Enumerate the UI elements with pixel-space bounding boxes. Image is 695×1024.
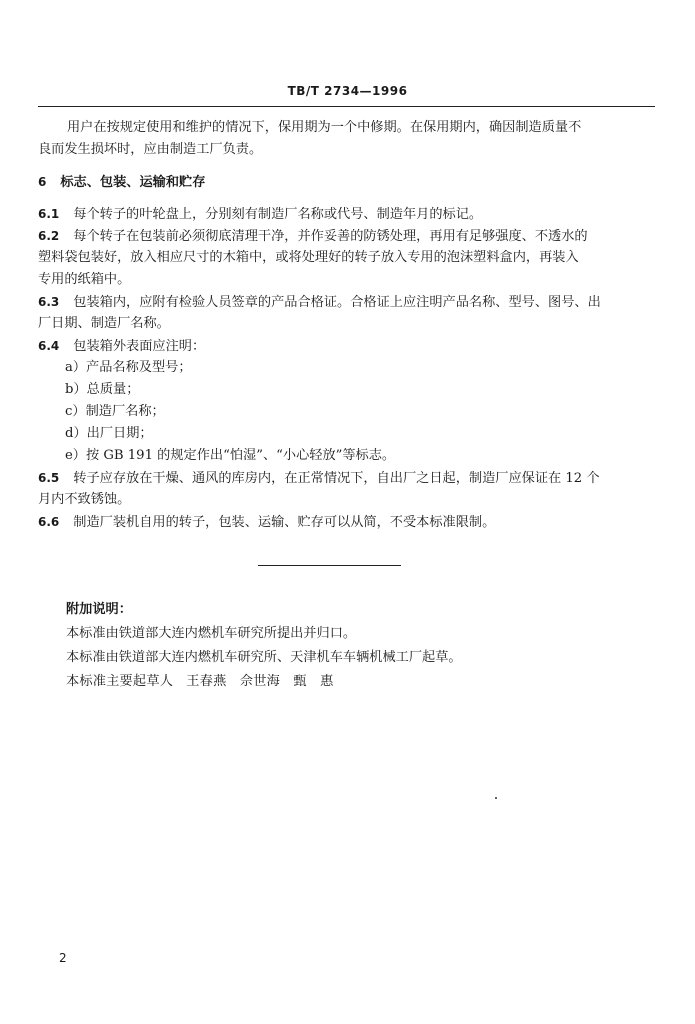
- body-text: [38, 117, 618, 533]
- clause-number: 6.5: [38, 471, 60, 485]
- appendix-line: 本标准由铁道部大连内燃机车研究所提出并归口。: [66, 626, 357, 641]
- header-rule: [38, 106, 655, 107]
- drafters-label: 本标准主要起草人: [66, 674, 174, 689]
- clause-number: 6.2: [38, 229, 60, 243]
- clause-text: 制造厂装机自用的转子，包装、运输、贮存可以从简，不受本标准限制。: [73, 515, 496, 530]
- clause-number: 6.6: [38, 515, 60, 529]
- clause-number: 6.3: [38, 295, 60, 309]
- list-item: e）按 GB 191 的规定作出“怕湿”、“小心轻放”等标志。: [65, 448, 396, 463]
- clause-text: 每个转子在包装前必须彻底清理干净，并作妥善的防锈处理，再用有足够强度、不透水的: [73, 229, 588, 244]
- clause-6-1: [38, 203, 618, 225]
- clause-6-5: [38, 467, 618, 489]
- clause-text-continued: 塑料袋包装好，放入相应尺寸的木箱中，或将处理好的转子放入专用的泡沫塑料盒内，再装入: [38, 250, 579, 265]
- scan-speck: [495, 797, 497, 799]
- list-item: c）制造厂名称；: [65, 404, 165, 419]
- clause-number: 6.1: [38, 207, 60, 221]
- clause-number: 6.4: [38, 339, 60, 353]
- section-number: 6: [38, 175, 47, 189]
- warranty-paragraph-line: 良而发生损坏时，应由制造工厂负责。: [38, 142, 263, 157]
- clause-6-6: [38, 511, 618, 533]
- list-item: d）出厂日期；: [65, 426, 153, 441]
- section-6-heading: [38, 171, 618, 193]
- clause-6-4: [38, 335, 618, 357]
- page-number: 2: [59, 951, 67, 965]
- clause-6-3: [38, 291, 618, 313]
- clause-text-continued: 月内不致锈蚀。: [38, 492, 131, 507]
- clause-text: 包装箱内，应附有检验人员签章的产品合格证。合格证上应注明产品名称、型号、图号、出: [73, 295, 601, 310]
- clause-text: 转子应存放在干燥、通风的库房内，在正常情况下，自出厂之日起，制造厂应保证在 12 个: [73, 471, 600, 486]
- drafters-line: [66, 670, 626, 694]
- clause-text: 包装箱外表面应注明：: [73, 339, 206, 354]
- warranty-paragraph-line: 用户在按规定使用和维护的情况下，保用期为一个中修期。在保用期内，确因制造质量不: [67, 120, 582, 135]
- list-item: b）总质量；: [65, 382, 140, 397]
- clause-text: 每个转子的叶轮盘上，分别刻有制造厂名称或代号、制造年月的标记。: [73, 207, 483, 222]
- section-title: 标志、包装、运输和贮存: [60, 175, 206, 190]
- clause-6-2: [38, 225, 618, 247]
- drafter-names: 王春燕 佘世海 甄 惠: [186, 674, 334, 689]
- appendix-notes: [66, 598, 626, 694]
- clause-text-continued: 厂日期、制造厂名称。: [38, 316, 170, 331]
- appendix-line: 本标准由铁道部大连内燃机车研究所、天津机车车辆机械工厂起草。: [66, 650, 462, 665]
- standard-code-header: TB/T 2734—1996: [287, 84, 408, 98]
- clause-text-continued: 专用的纸箱中。: [38, 272, 131, 287]
- end-of-text-rule: [258, 565, 401, 566]
- appendix-title: 附加说明：: [66, 602, 132, 617]
- list-item: a）产品名称及型号；: [65, 360, 192, 375]
